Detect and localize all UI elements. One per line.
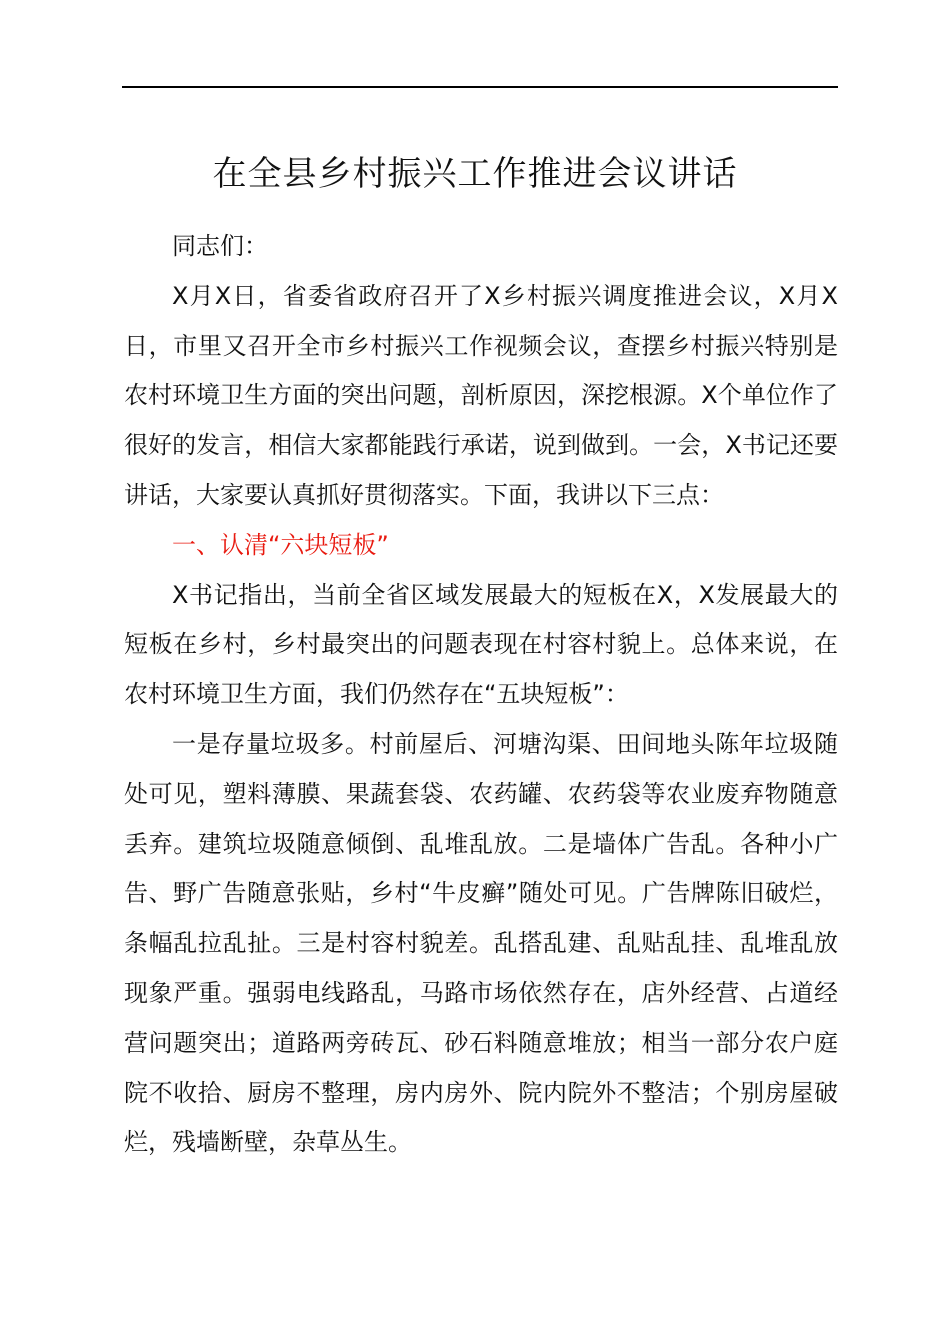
header-rule [122, 86, 838, 88]
paragraph-intro: X月X日，省委省政府召开了X乡村振兴调度推进会议，X月X日，市里又召开全市乡村振兴工作视频会议，查摆乡村振兴特别是农村环境卫生方面的突出问题，剖析原因，深挖根源。X个单位作了很好的发言，相信大家都能践行承诺，说到做到。一会，X书记还要讲话，大家要认真抓好贯彻落实。下面，我讲以下三点： [124, 281, 838, 509]
section-heading-1: 一、认清“六块短板” [172, 530, 389, 559]
salutation: 同志们： [172, 232, 268, 260]
document-title: 在全县乡村振兴工作推进会议讲话 [212, 154, 738, 194]
document-body [124, 222, 838, 1168]
paragraph-problems: 一是存量垃圾多。村前屋后、河塘沟渠、田间地头陈年垃圾随处可见，塑料薄膜、果蔬套袋、农药罐、农药袋等农业废弃物随意丢弃。建筑垃圾随意倾倒、乱堆乱放。二是墙体广告乱。各种小广告、野广告随意张贴，乡村“牛皮癣”随处可见。广告牌陈旧破烂，条幅乱拉乱扯。三是村容村貌差。乱搭乱建、乱贴乱挂、乱堆乱放现象严重。强弱电线路乱，马路市场依然存在，店外经营、占道经营问题突出；道路两旁砖瓦、砂石料随意堆放；相当一部分农户庭院不收拾、厨房不整理，房内房外、院内院外不整洁；个别房屋破烂，残墙断壁，杂草丛生。 [124, 729, 838, 1157]
paragraph-shortboards: X书记指出，当前全省区域发展最大的短板在X，X发展最大的短板在乡村，乡村最突出的问题表现在村容村貌上。总体来说，在农村环境卫生方面，我们仍然存在“五块短板”： [124, 580, 838, 709]
